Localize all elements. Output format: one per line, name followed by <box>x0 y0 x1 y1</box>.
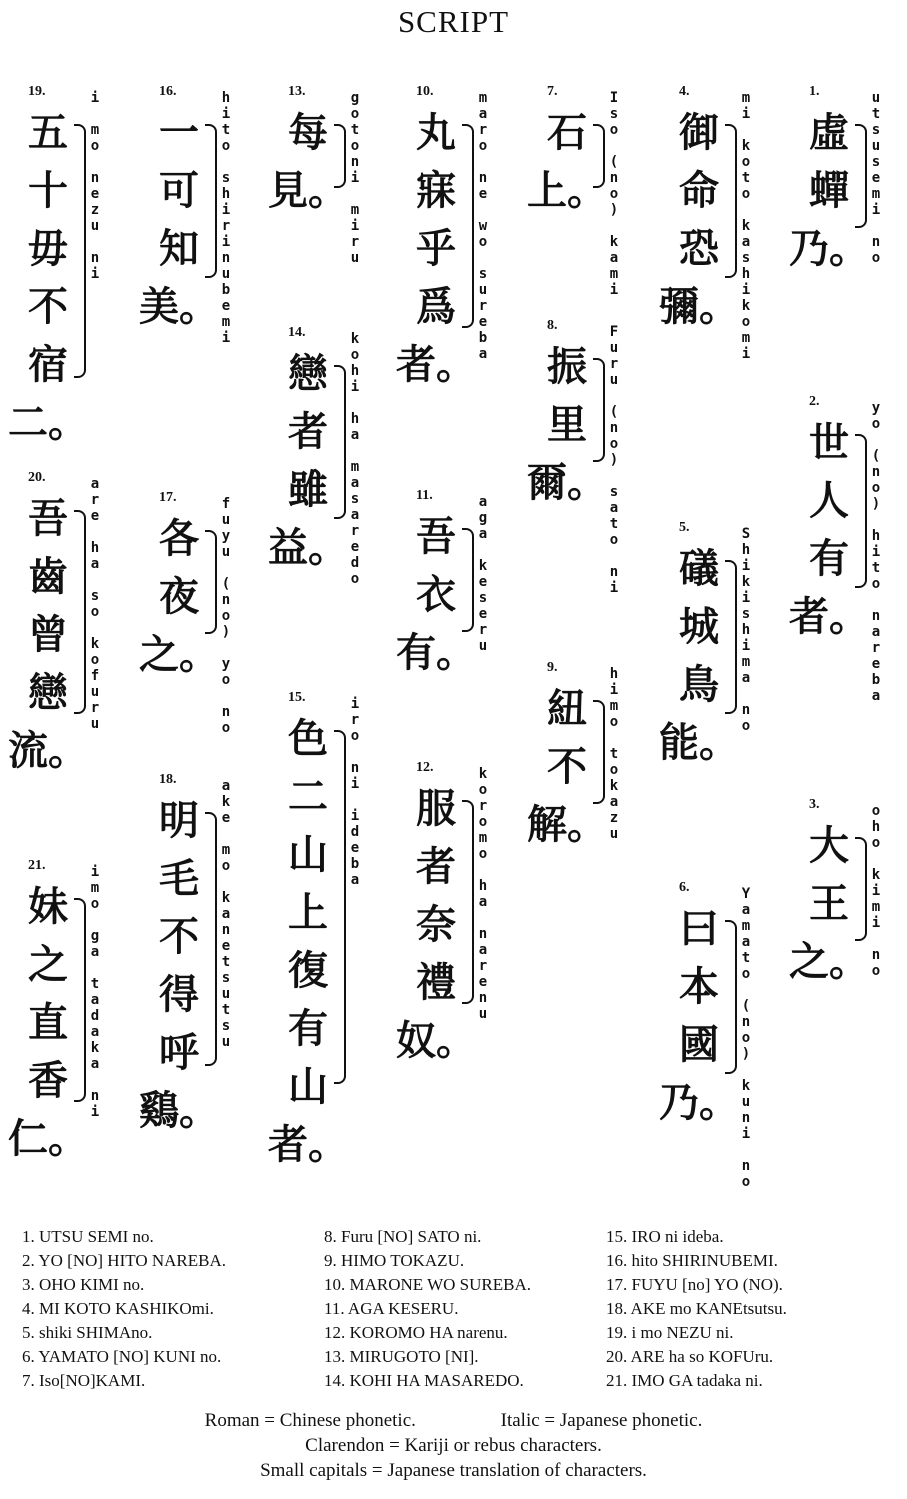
kanji-character: 益。 <box>268 525 348 571</box>
kanji-character: 石 <box>547 110 587 156</box>
romaji-column <box>739 90 753 378</box>
kanji-column <box>396 508 476 682</box>
romaji-reading: nezu <box>87 170 103 234</box>
kanji-character: 齒 <box>28 554 68 600</box>
kanji-character: 夜 <box>159 574 199 620</box>
romaji-reading: yo <box>218 656 234 688</box>
kanji-character: 者 <box>288 409 328 455</box>
reading-brace <box>855 434 867 588</box>
kanji-character: 不 <box>28 284 68 330</box>
romaji-reading: Shikishima <box>738 526 754 686</box>
romaji-reading: hito <box>868 528 884 592</box>
kanji-character: 大 <box>809 823 849 869</box>
romaji-reading: are <box>87 476 103 524</box>
legend-row-1 <box>0 1408 907 1433</box>
kanji-column <box>139 792 219 1140</box>
romaji-reading: kofuru <box>87 636 103 732</box>
translation-item: 19. i mo NEZU ni. <box>606 1323 734 1342</box>
romaji-reading: gotoni <box>347 90 363 186</box>
reading-brace <box>334 730 346 1084</box>
kanji-column <box>789 414 869 646</box>
kanji-character: 毋 <box>28 226 68 272</box>
romaji-reading: ga <box>87 928 103 960</box>
verse-number: 9. <box>547 660 558 675</box>
kanji-character: 爲 <box>416 284 456 330</box>
verse-number: 2. <box>809 394 820 409</box>
reading-brace <box>462 800 474 1004</box>
romaji-reading: ake <box>218 778 234 826</box>
kanji-column <box>268 710 348 1174</box>
reading-brace <box>855 837 867 941</box>
kanji-character: 乃。 <box>789 226 869 272</box>
kanji-character: 五 <box>28 110 68 156</box>
kanji-character: 振 <box>547 344 587 390</box>
romaji-reading: no <box>738 702 754 734</box>
translation-group <box>22 1225 226 1393</box>
verse-number: 6. <box>679 880 690 895</box>
kanji-column <box>268 345 348 577</box>
translation-item: 6. YAMATO [NO] KUNI no. <box>22 1347 222 1366</box>
kanji-character: 見。 <box>268 168 348 214</box>
kanji-character: 世 <box>809 420 849 466</box>
romaji-reading: ha <box>87 540 103 572</box>
kanji-character: 吾 <box>416 514 456 560</box>
kanji-character: 禮 <box>416 960 456 1006</box>
kanji-column <box>527 104 607 220</box>
translation-group <box>324 1225 531 1393</box>
kanji-character: 可 <box>159 168 199 214</box>
romaji-reading: (no) <box>868 448 884 512</box>
romaji-reading: sureba <box>475 266 491 362</box>
romaji-reading: Furu <box>606 324 622 388</box>
kanji-character: 寐 <box>416 168 456 214</box>
kanji-character: 流。 <box>8 728 88 774</box>
kanji-column <box>139 104 219 336</box>
romaji-reading: ideba <box>347 808 363 888</box>
romaji-reading: no <box>738 1158 754 1190</box>
legend-small-caps: Small capitals = Japanese translation of characters. <box>260 1460 647 1481</box>
romaji-column <box>607 90 621 314</box>
romaji-reading: i <box>87 90 103 106</box>
kanji-character: 者。 <box>789 594 869 640</box>
kanji-character: 不 <box>547 744 587 790</box>
reading-brace <box>462 528 474 632</box>
kanji-character: 乎 <box>416 226 456 272</box>
reading-brace <box>74 510 86 714</box>
reading-brace <box>74 898 86 1102</box>
translation-item: 5. shiki SHIMAno. <box>22 1323 153 1342</box>
romaji-column <box>476 90 490 378</box>
translation-item: 4. MI KOTO KASHIKOmi. <box>22 1299 214 1318</box>
verse-number: 4. <box>679 84 690 99</box>
romaji-reading: ha <box>475 878 491 910</box>
kanji-character: 御 <box>679 110 719 156</box>
reading-brace <box>334 124 346 188</box>
romaji-reading: koromo <box>475 766 491 862</box>
kanji-character: 美。 <box>139 284 219 330</box>
translation-item: 8. Furu [NO] SATO ni. <box>324 1227 482 1246</box>
kanji-character: 十 <box>28 168 68 214</box>
verse-number: 8. <box>547 318 558 333</box>
romaji-reading: nareba <box>868 608 884 704</box>
romaji-reading: mi <box>738 90 754 122</box>
romaji-reading: ni <box>87 1088 103 1120</box>
kanji-character: 蟬 <box>809 168 849 214</box>
kanji-character: 礒 <box>679 546 719 592</box>
romaji-reading: (no) <box>738 998 754 1062</box>
translation-item: 10. MARONE WO SUREBA. <box>324 1275 532 1294</box>
romaji-reading: iro <box>347 696 363 744</box>
kanji-column <box>659 104 739 336</box>
legend-italic: Italic = Japanese phonetic. <box>500 1410 703 1431</box>
kanji-column <box>139 510 219 684</box>
reading-brace <box>205 812 217 1066</box>
kanji-character: 本 <box>679 964 719 1010</box>
verse-number: 13. <box>288 84 306 99</box>
kanji-character: 王 <box>809 881 849 927</box>
translation-item: 20. ARE ha so KOFUru. <box>606 1347 774 1366</box>
romaji-reading: kuni <box>738 1078 754 1142</box>
romaji-column <box>739 526 753 750</box>
romaji-reading: ni <box>347 760 363 792</box>
kanji-character: 人 <box>809 478 849 524</box>
kanji-character: 者。 <box>396 342 476 388</box>
kanji-character: 虛 <box>809 110 849 156</box>
kanji-character: 復 <box>288 948 328 994</box>
romaji-column <box>219 778 233 1066</box>
kanji-character: 二 <box>288 774 328 820</box>
romaji-reading: no <box>218 704 234 736</box>
romaji-column <box>88 476 102 748</box>
reading-brace <box>725 920 737 1074</box>
romaji-reading: utsusemi <box>868 90 884 218</box>
kanji-character: 知 <box>159 226 199 272</box>
kanji-character: 者 <box>416 844 456 890</box>
kanji-character: 色 <box>288 716 328 762</box>
romaji-reading: ha <box>347 411 363 443</box>
romaji-column <box>348 696 362 904</box>
romaji-reading: shirinubemi <box>218 170 234 346</box>
verse-number: 1. <box>809 84 820 99</box>
verse-number: 7. <box>547 84 558 99</box>
translation-item: 18. AKE mo KANEtsutsu. <box>606 1299 787 1318</box>
translation-item: 2. YO [NO] HITO NAREBA. <box>22 1251 226 1270</box>
romaji-reading: mo <box>87 122 103 154</box>
romaji-reading: himo <box>606 666 622 730</box>
verse-number: 12. <box>416 760 434 775</box>
romaji-column <box>607 666 621 858</box>
romaji-reading: so <box>87 588 103 620</box>
romaji-reading: koto <box>738 138 754 202</box>
translation-item: 14. KOHI HA MASAREDO. <box>324 1371 524 1390</box>
kanji-character: 雖 <box>288 467 328 513</box>
romaji-reading: tadaka <box>87 976 103 1072</box>
verse-number: 3. <box>809 797 820 812</box>
kanji-character: 明 <box>159 798 199 844</box>
verse-number: 20. <box>28 470 46 485</box>
kanji-character: 之。 <box>139 632 219 678</box>
kanji-character: 每 <box>288 110 328 156</box>
romaji-reading: kami <box>606 234 622 298</box>
romaji-reading: miru <box>347 202 363 266</box>
kanji-column <box>396 104 476 394</box>
kanji-character: 妹 <box>28 884 68 930</box>
romaji-column <box>869 90 883 282</box>
romaji-reading: (no) <box>606 154 622 218</box>
romaji-reading: tokazu <box>606 746 622 842</box>
translation-item: 9. HIMO TOKAZU. <box>324 1251 465 1270</box>
kanji-character: 上。 <box>527 168 607 214</box>
kanji-column <box>789 817 869 991</box>
kanji-character: 一 <box>159 110 199 156</box>
verse-number: 21. <box>28 858 46 873</box>
kanji-character: 直 <box>28 1000 68 1046</box>
kanji-character: 之。 <box>789 939 869 985</box>
kanji-column <box>659 540 739 772</box>
translation-item: 13. MIRUGOTO [NI]. <box>324 1347 479 1366</box>
romaji-column <box>88 90 102 298</box>
kanji-character: 有 <box>809 536 849 582</box>
kanji-character: 之 <box>28 942 68 988</box>
romaji-reading: (no) <box>606 404 622 468</box>
romaji-reading: Iso <box>606 90 622 138</box>
kanji-column <box>8 878 88 1168</box>
romaji-column <box>348 90 362 282</box>
kanji-character: 紐 <box>547 686 587 732</box>
legend-clarendon: Clarendon = Kariji or rebus characters. <box>305 1435 602 1456</box>
romaji-column <box>869 803 883 995</box>
kanji-character: 恐 <box>679 226 719 272</box>
romaji-column <box>869 400 883 720</box>
romaji-reading: maro <box>475 90 491 154</box>
kanji-character: 不 <box>159 914 199 960</box>
reading-brace <box>205 530 217 634</box>
romaji-reading: yo <box>868 400 884 432</box>
kanji-character: 國 <box>679 1022 719 1068</box>
translation-group <box>606 1225 787 1393</box>
translation-item: 17. FUYU [no] YO (NO). <box>606 1275 783 1294</box>
kanji-character: 吾 <box>28 496 68 542</box>
kanji-column <box>8 104 88 452</box>
romaji-column <box>476 766 490 1038</box>
romaji-reading: wo <box>475 218 491 250</box>
kanji-column <box>396 780 476 1070</box>
kanji-character: 曾 <box>28 612 68 658</box>
romaji-reading: keseru <box>475 558 491 654</box>
kanji-character: 解。 <box>527 802 607 848</box>
translation-item: 16. hito SHIRINUBEMI. <box>606 1251 778 1270</box>
verse-number: 17. <box>159 490 177 505</box>
reading-brace <box>205 124 217 278</box>
kanji-character: 衣 <box>416 572 456 618</box>
romaji-reading: narenu <box>475 926 491 1022</box>
reading-brace <box>593 700 605 804</box>
romaji-reading: imo <box>87 864 103 912</box>
verse-number: 11. <box>416 488 433 503</box>
romaji-column <box>219 496 233 752</box>
romaji-reading: (no) <box>218 576 234 640</box>
kanji-character: 上 <box>288 890 328 936</box>
kanji-character: 丸 <box>416 110 456 156</box>
romaji-reading: ni <box>606 564 622 596</box>
kanji-column <box>527 680 607 854</box>
translation-item: 7. Iso[NO]KAMI. <box>22 1371 146 1390</box>
romaji-reading: no <box>868 947 884 979</box>
kanji-character: 有 <box>288 1006 328 1052</box>
kanji-character: 爾。 <box>527 460 607 506</box>
romaji-reading: no <box>868 234 884 266</box>
romaji-reading: mo <box>218 842 234 874</box>
romaji-column <box>607 324 621 612</box>
kanji-character: 城 <box>679 604 719 650</box>
romaji-column <box>476 494 490 670</box>
reading-brace <box>725 124 737 278</box>
kanji-column <box>8 490 88 780</box>
kanji-character: 戀 <box>28 670 68 716</box>
kanji-character: 能。 <box>659 720 739 766</box>
verse-number: 10. <box>416 84 434 99</box>
romaji-column <box>219 90 233 362</box>
translation-item: 1. UTSU SEMI no. <box>22 1227 154 1246</box>
kanji-character: 毛 <box>159 856 199 902</box>
romaji-column <box>348 331 362 603</box>
kanji-character: 宿 <box>28 342 68 388</box>
kanji-character: 奴。 <box>396 1018 476 1064</box>
reading-brace <box>74 124 86 378</box>
romaji-reading: hito <box>218 90 234 154</box>
verse-number: 18. <box>159 772 177 787</box>
page-title: SCRIPT <box>397 4 510 39</box>
reading-brace <box>334 365 346 519</box>
romaji-reading: sato <box>606 484 622 548</box>
kanji-column <box>789 104 869 278</box>
kanji-character: 服 <box>416 786 456 832</box>
romaji-column <box>739 886 753 1206</box>
romaji-column <box>88 864 102 1136</box>
romaji-reading: kimi <box>868 867 884 931</box>
kanji-character: 奈 <box>416 902 456 948</box>
reading-brace <box>593 358 605 462</box>
kanji-character: 鷄。 <box>139 1088 219 1134</box>
kanji-character: 二。 <box>8 400 88 446</box>
kanji-character: 彌。 <box>659 284 739 330</box>
verse-number: 19. <box>28 84 46 99</box>
verse-number: 14. <box>288 325 306 340</box>
kanji-character: 各 <box>159 516 199 562</box>
romaji-reading: ni <box>87 250 103 282</box>
kanji-character: 鳥 <box>679 662 719 708</box>
kanji-column <box>659 900 739 1132</box>
kanji-character: 命 <box>679 168 719 214</box>
legend-roman: Roman = Chinese phonetic. <box>204 1410 416 1431</box>
translation-item: 21. IMO GA tadaka ni. <box>606 1371 763 1390</box>
legend <box>0 1408 907 1483</box>
verse-number: 5. <box>679 520 690 535</box>
romaji-reading: ne <box>475 170 491 202</box>
reading-brace <box>593 124 605 188</box>
kanji-character: 戀 <box>288 351 328 397</box>
translation-item: 12. KOROMO HA narenu. <box>324 1323 508 1342</box>
romaji-reading: kohi <box>347 331 363 395</box>
kanji-character: 仁。 <box>8 1116 88 1162</box>
reading-brace <box>462 124 474 328</box>
romaji-reading: aga <box>475 494 491 542</box>
romaji-reading: Yamato <box>738 886 754 982</box>
verse-number: 15. <box>288 690 306 705</box>
translation-item: 3. OHO KIMI no. <box>22 1275 145 1294</box>
romaji-reading: fuyu <box>218 496 234 560</box>
kanji-character: 有。 <box>396 630 476 676</box>
translation-item: 11. AGA KESERU. <box>324 1299 459 1318</box>
kanji-character: 香 <box>28 1058 68 1104</box>
kanji-character: 山 <box>288 1064 328 1110</box>
verse-number: 16. <box>159 84 177 99</box>
translation-item: 15. IRO ni ideba. <box>606 1227 724 1246</box>
kanji-character: 乃。 <box>659 1080 739 1126</box>
kanji-character: 者。 <box>268 1122 348 1168</box>
kanji-character: 曰 <box>679 906 719 952</box>
kanji-character: 山 <box>288 832 328 878</box>
romaji-reading: kanetsutsu <box>218 890 234 1050</box>
kanji-column <box>527 338 607 512</box>
kanji-character: 呼 <box>159 1030 199 1076</box>
reading-brace <box>855 124 867 228</box>
reading-brace <box>725 560 737 714</box>
romaji-reading: oho <box>868 803 884 851</box>
kanji-character: 得 <box>159 972 199 1018</box>
kanji-column <box>268 104 348 220</box>
romaji-reading: kashikomi <box>738 218 754 362</box>
romaji-reading: masaredo <box>347 459 363 587</box>
kanji-character: 里 <box>547 402 587 448</box>
